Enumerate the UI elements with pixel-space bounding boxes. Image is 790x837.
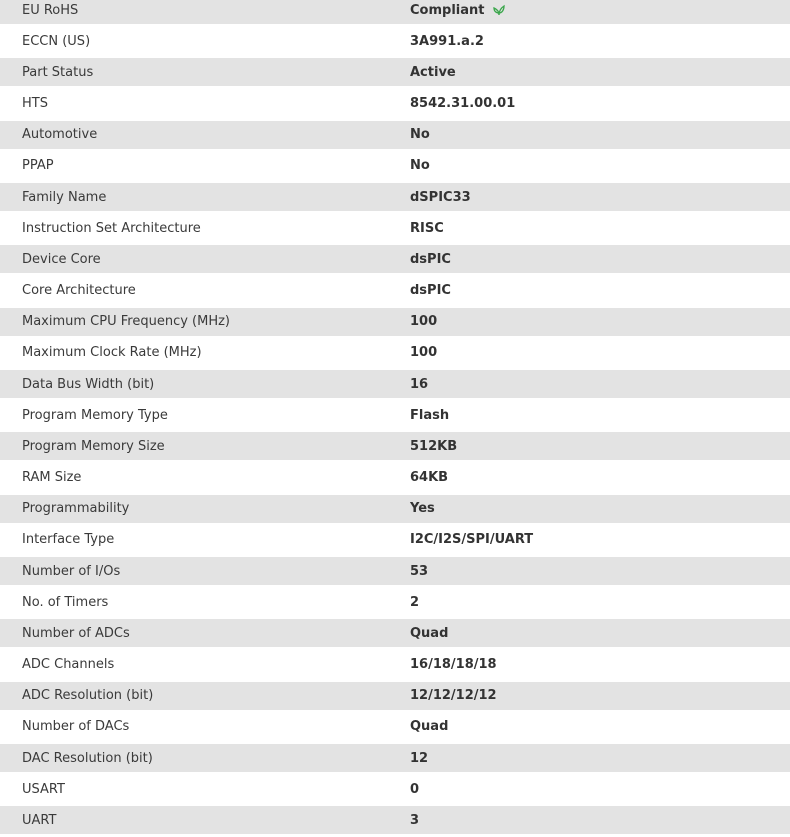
spec-value: dsPIC — [410, 251, 451, 267]
spec-label: Maximum Clock Rate (MHz) — [22, 345, 202, 361]
spec-row-uart — [0, 806, 790, 834]
spec-row-interface-type — [0, 526, 790, 554]
spec-value — [410, 3, 506, 18]
spec-label: Core Architecture — [22, 283, 136, 299]
spec-row-part-status — [0, 58, 790, 86]
spec-value: 0 — [410, 781, 420, 797]
spec-row-max-clock-rate — [0, 339, 790, 367]
spec-label: Programmability — [22, 501, 130, 517]
spec-value: Flash — [410, 407, 450, 423]
spec-value: 512KB — [410, 438, 458, 454]
spec-label: Number of I/Os — [22, 563, 121, 579]
spec-label: ADC Channels — [22, 657, 115, 673]
spec-label: Maximum CPU Frequency (MHz) — [22, 314, 230, 330]
spec-value: Active — [410, 64, 456, 80]
spec-value: I2C/I2S/SPI/UART — [410, 532, 534, 548]
spec-row-number-of-dacs — [0, 713, 790, 741]
spec-label: Interface Type — [22, 532, 115, 548]
spec-value: Quad — [410, 625, 449, 641]
spec-value: 12/12/12/12 — [410, 688, 497, 704]
spec-value: 64KB — [410, 470, 449, 486]
spec-row-programmability — [0, 495, 790, 523]
spec-value: No — [410, 127, 430, 143]
spec-label: USART — [22, 781, 65, 797]
spec-row-ram-size — [0, 464, 790, 492]
spec-label: EU RoHS — [22, 2, 79, 18]
spec-row-family-name — [0, 183, 790, 211]
spec-row-eccn — [0, 27, 790, 55]
spec-label: Device Core — [22, 251, 101, 267]
spec-label: Number of ADCs — [22, 625, 130, 641]
spec-row-adc-resolution — [0, 682, 790, 710]
spec-value: No — [410, 158, 430, 174]
spec-row-number-of-ios — [0, 557, 790, 585]
spec-row-dac-resolution — [0, 744, 790, 772]
spec-value: dsPIC — [410, 283, 451, 299]
spec-value: 8542.31.00.01 — [410, 96, 516, 112]
spec-row-data-bus-width — [0, 370, 790, 398]
spec-label: PPAP — [22, 158, 54, 174]
spec-label: Program Memory Size — [22, 438, 165, 454]
spec-label: Program Memory Type — [22, 407, 168, 423]
spec-row-device-core — [0, 245, 790, 273]
spec-label: DAC Resolution (bit) — [22, 750, 153, 766]
spec-value: dSPIC33 — [410, 189, 471, 205]
spec-value: Quad — [410, 719, 449, 735]
spec-label: RAM Size — [22, 470, 82, 486]
spec-row-program-memory-size — [0, 432, 790, 460]
spec-row-core-architecture — [0, 277, 790, 305]
spec-label: Part Status — [22, 64, 94, 80]
spec-value: Yes — [410, 501, 435, 517]
spec-row-program-memory-type — [0, 401, 790, 429]
spec-label: HTS — [22, 96, 48, 112]
spec-row-eu-rohs — [0, 0, 790, 24]
spec-row-isa — [0, 214, 790, 242]
spec-label: Automotive — [22, 127, 98, 143]
spec-label: No. of Timers — [22, 594, 109, 610]
spec-value: 100 — [410, 345, 438, 361]
spec-value: 2 — [410, 594, 420, 610]
spec-label: ADC Resolution (bit) — [22, 688, 154, 704]
spec-row-hts — [0, 90, 790, 118]
spec-value: RISC — [410, 220, 444, 236]
spec-label: Instruction Set Architecture — [22, 220, 201, 236]
spec-label: UART — [22, 812, 57, 828]
spec-row-number-of-adcs — [0, 619, 790, 647]
spec-value: 53 — [410, 563, 429, 579]
spec-value: 16/18/18/18 — [410, 657, 497, 673]
spec-label: Number of DACs — [22, 719, 130, 735]
spec-label: ECCN (US) — [22, 33, 91, 49]
spec-label: Data Bus Width (bit) — [22, 376, 155, 392]
spec-value: 12 — [410, 750, 429, 766]
spec-row-ppap — [0, 152, 790, 180]
spec-label: Family Name — [22, 189, 107, 205]
spec-value: 3A991.a.2 — [410, 33, 484, 49]
spec-row-usart — [0, 775, 790, 803]
spec-value: 100 — [410, 314, 438, 330]
spec-value: 3 — [410, 812, 420, 828]
spec-row-timers — [0, 588, 790, 616]
spec-value-text: Compliant — [410, 2, 485, 18]
leaf-icon — [492, 4, 506, 16]
spec-value: 16 — [410, 376, 429, 392]
spec-row-max-cpu-frequency — [0, 308, 790, 336]
spec-row-automotive — [0, 121, 790, 149]
spec-row-adc-channels — [0, 651, 790, 679]
